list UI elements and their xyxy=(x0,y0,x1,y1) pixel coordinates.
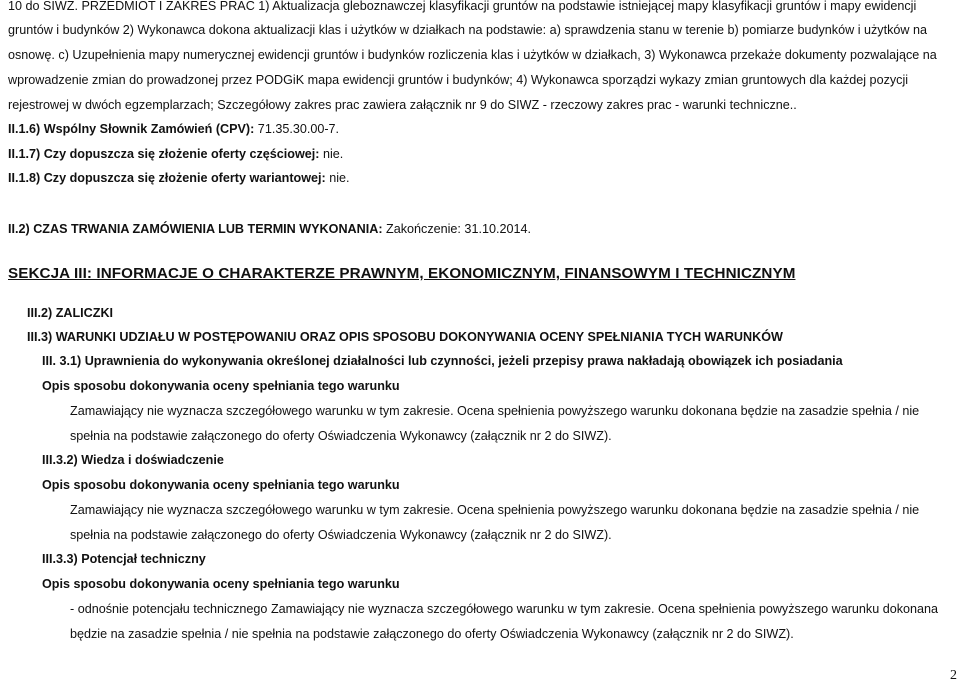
partial-offer-label: II.1.7) Czy dopuszcza się złożenie oferty częściowej: xyxy=(8,147,320,161)
partial-offer-value: nie. xyxy=(319,147,344,161)
variant-offer-row xyxy=(8,170,350,186)
partial-offer-row xyxy=(8,146,343,162)
paragraph-line: gruntów i budynków 2) Wykonawca dokona aktualizacji klas i użytków w działkach na podstawie: a) sprawdzenia stanu w terenie b) pomiarze budynków i użytków na xyxy=(8,23,927,37)
paragraph-line: Zamawiający nie wyznacza szczegółowego warunku w tym zakresie. Ocena spełnienia powyższego warunku dokonana będzie na zasadzie spełnia / nie xyxy=(70,503,920,517)
duration-value: Zakończenie: 31.10.2014. xyxy=(382,222,531,236)
paragraph-line: spełnia na podstawie załączonego do oferty Oświadczenia Wykonawcy (załącznik nr 2 do SIWZ). xyxy=(70,429,612,443)
duration-row xyxy=(8,221,531,237)
item-heading: III. 3.1) Uprawnienia do wykonywania określonej działalności lub czynności, jeżeli przepisy prawa nakładają obowiązek ich posiadania xyxy=(42,354,843,368)
item-heading: III.3.2) Wiedza i doświadczenie xyxy=(42,453,224,467)
paragraph-line: Zamawiający nie wyznacza szczegółowego warunku w tym zakresie. Ocena spełnienia powyższego warunku dokonana będzie na zasadzie spełnia / nie xyxy=(70,404,920,418)
paragraph-line: spełnia na podstawie załączonego do oferty Oświadczenia Wykonawcy (załącznik nr 2 do SIWZ). xyxy=(70,528,612,542)
evaluation-method-label: Opis sposobu dokonywania oceny spełniania tego warunku xyxy=(42,379,400,393)
paragraph-line: - odnośnie potencjału technicznego Zamawiający nie wyznacza szczegółowego warunku w tym zakresie. Ocena spełnienia powyższego warunku dokonana xyxy=(70,602,939,616)
paragraph-line: wprowadzenie zmian do prowadzonej przez PODGiK mapa ewidencji gruntów i budynków; 4) Wykonawca sporządzi wykazy zmian gruntowych dla każdej pozycji xyxy=(8,73,909,87)
evaluation-method-label: Opis sposobu dokonywania oceny spełniania tego warunku xyxy=(42,478,400,492)
page-number: 2 xyxy=(950,668,957,683)
cpv-row xyxy=(8,121,339,137)
evaluation-method-label: Opis sposobu dokonywania oceny spełniania tego warunku xyxy=(42,577,400,591)
warunki-heading: III.3) WARUNKI UDZIAŁU W POSTĘPOWANIU ORAZ OPIS SPOSOBU DOKONYWANIA OCENY SPEŁNIANIA TYCH WARUNKÓW xyxy=(27,330,783,344)
paragraph-line: 10 do SIWZ. PRZEDMIOT I ZAKRES PRAC 1) Aktualizacja gleboznawczej klasyfikacji gruntów na podstawie istniejącej mapy klasyfikacji gruntów i mapy ewidencji xyxy=(8,0,917,13)
paragraph-line: rejestrowej w dwóch egzemplarzach; Szczegółowy zakres prac zawiera załącznik nr 9 do SIWZ - rzeczowy zakres prac - warunki techniczne.. xyxy=(8,98,797,112)
variant-offer-label: II.1.8) Czy dopuszcza się złożenie oferty wariantowej: xyxy=(8,171,326,185)
paragraph-line: będzie na zasadzie spełnia / nie spełnia na podstawie załączonego do oferty Oświadczenia Wykonawcy (załącznik nr 2 do SIWZ). xyxy=(70,627,794,641)
paragraph-line: osnowę. c) Uzupełnienia mapy numerycznej ewidencji gruntów i budynków rozliczenia klas i użytków w działkach, 3) Wykonawca przekaże dokumenty pozwalające na xyxy=(8,48,937,62)
duration-label: II.2) CZAS TRWANIA ZAMÓWIENIA LUB TERMIN WYKONANIA: xyxy=(8,222,383,236)
cpv-value: 71.35.30.00-7. xyxy=(254,122,340,136)
variant-offer-value: nie. xyxy=(325,171,350,185)
cpv-label: II.1.6) Wspólny Słownik Zamówień (CPV): xyxy=(8,122,255,136)
section-title: SEKCJA III: INFORMACJE O CHARAKTERZE PRAWNYM, EKONOMICZNYM, FINANSOWYM I TECHNICZNYM xyxy=(8,265,796,282)
zaliczki-heading: III.2) ZALICZKI xyxy=(27,306,114,320)
item-heading: III.3.3) Potencjał techniczny xyxy=(42,552,206,566)
